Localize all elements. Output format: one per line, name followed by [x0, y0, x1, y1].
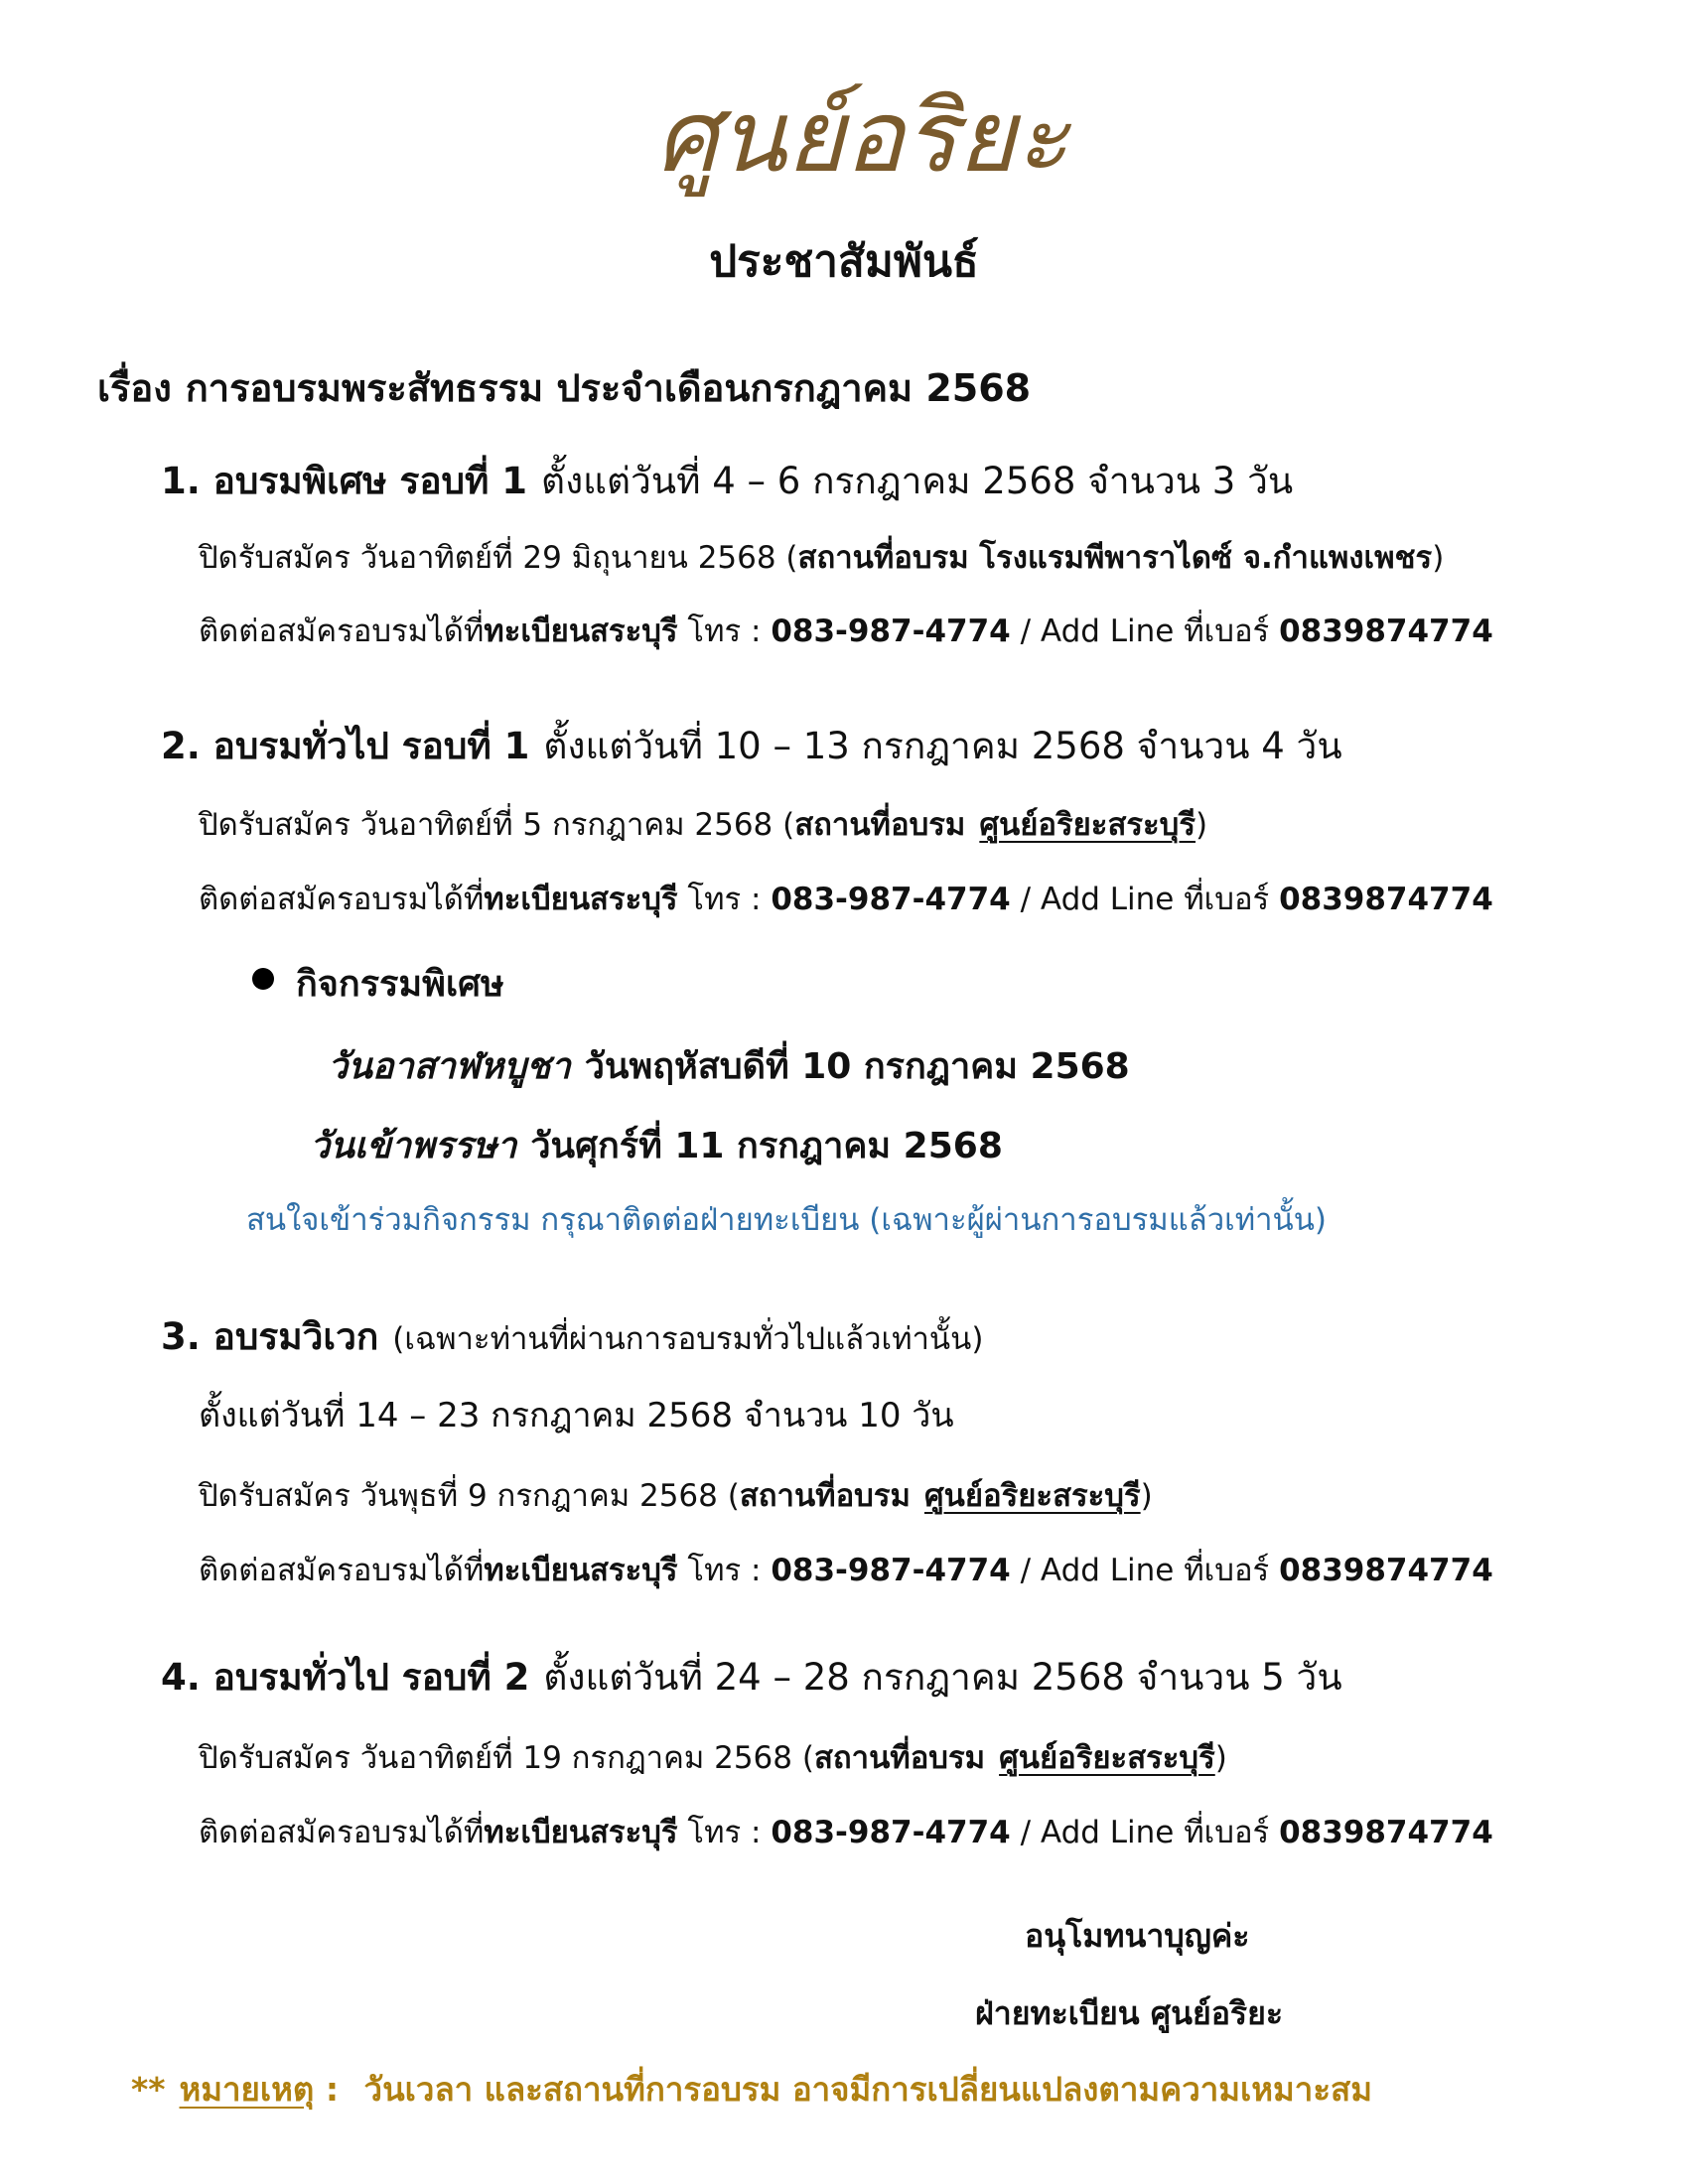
venue-label: สถานที่อบรม	[813, 1740, 986, 1776]
section-heading: 3. อบรมวิเวก	[161, 1315, 379, 1358]
subject-label: เรื่อง	[97, 366, 172, 410]
contact-line-label: / Add Line ที่เบอร์	[1010, 614, 1280, 649]
venue-name: ศูนย์อริยะสระบุรี	[999, 1740, 1215, 1776]
contact-tel-label: โทร :	[677, 1553, 772, 1588]
contact-prefix: ติดต่อสมัครอบรมได้ที่	[199, 1553, 485, 1588]
section-2-contact-line	[199, 874, 1493, 923]
contact-line-id: 0839874774	[1279, 614, 1493, 649]
venue-label: สถานที่อบรม	[794, 807, 966, 843]
special-event-1	[328, 1037, 1130, 1094]
section-3-close-line	[199, 1470, 1153, 1520]
contact-line-id: 0839874774	[1279, 1553, 1493, 1588]
special-event-2	[310, 1117, 1003, 1173]
contact-phone: 083-987-4774	[771, 1553, 1011, 1588]
venue-name: ศูนย์อริยะสระบุรี	[979, 807, 1196, 843]
section-heading: 4. อบรมทั่วไป รอบที่ 2	[161, 1656, 530, 1699]
subject-text: การอบรมพระสัทธรรม ประจำเดือนกรกฎาคม 2568	[185, 366, 1032, 410]
section-4-contact-line	[199, 1807, 1493, 1856]
section-heading-note: (เฉพาะท่านที่ผ่านการอบรมทั่วไปแล้วเท่านั้น)	[392, 1321, 984, 1357]
footnote	[131, 2063, 1372, 2116]
contact-tel-label: โทร :	[677, 1815, 772, 1850]
contact-prefix: ติดต่อสมัครอบรมได้ที่	[199, 882, 485, 917]
contact-phone: 083-987-4774	[771, 1815, 1011, 1850]
close-end: )	[1214, 1740, 1227, 1776]
contact-tel-label: โทร :	[677, 614, 772, 649]
close-end: )	[1140, 1478, 1153, 1514]
section-2-heading-line	[161, 717, 1342, 775]
contact-place: ทะเบียนสระบุรี	[484, 614, 678, 649]
section-1-contact-line	[199, 606, 1493, 655]
contact-prefix: ติดต่อสมัครอบรมได้ที่	[199, 1815, 485, 1850]
close-label: ปิดรับสมัคร วันอาทิตย์ที่ 5 กรกฎาคม 2568 (	[199, 807, 795, 843]
subject-line	[97, 357, 1031, 418]
contact-line-id: 0839874774	[1279, 882, 1493, 917]
section-dates: ตั้งแต่วันที่ 4 – 6 กรกฎาคม 2568 จำนวน 3 วัน	[541, 460, 1294, 502]
footnote-text: วันเวลา และสถานที่การอบรม อาจมีการเปลี่ยนแปลงตามความเหมาะสม	[363, 2070, 1372, 2109]
section-4-close-line	[199, 1732, 1227, 1782]
footnote-label: หมายเหตุ	[179, 2070, 315, 2109]
contact-phone: 083-987-4774	[771, 882, 1011, 917]
event-name: วันอาสาฬหบูชา	[328, 1046, 571, 1087]
contact-line-label: / Add Line ที่เบอร์	[1010, 1553, 1280, 1588]
event-date: วันศุกร์ที่ 11 กรกฎาคม 2568	[530, 1126, 1003, 1166]
contact-place: ทะเบียนสระบุรี	[484, 882, 678, 917]
footnote-stars: **	[131, 2070, 166, 2109]
bullet-icon	[252, 968, 274, 990]
section-1-heading-line	[161, 452, 1293, 510]
event-date: วันพฤหัสบดีที่ 10 กรกฎาคม 2568	[584, 1046, 1130, 1087]
closing-signature: ฝ่ายทะเบียน ศูนย์อริยะ	[975, 1994, 1284, 2032]
section-2-close-line	[199, 799, 1207, 849]
section-1-close-line	[199, 532, 1444, 582]
venue-name: ศูนย์อริยะสระบุรี	[923, 1478, 1141, 1514]
contact-tel-label: โทร :	[677, 882, 772, 917]
page-title: ประชาสัมพันธ์	[709, 236, 979, 287]
contact-prefix: ติดต่อสมัครอบรมได้ที่	[199, 614, 485, 649]
section-dates: ตั้งแต่วันที่ 24 – 28 กรกฎาคม 2568 จำนวน 5 วัน	[543, 1656, 1342, 1699]
contact-line-id: 0839874774	[1279, 1815, 1493, 1850]
contact-place: ทะเบียนสระบุรี	[484, 1815, 678, 1850]
special-notice: สนใจเข้าร่วมกิจกรรม กรุณาติดต่อฝ่ายทะเบียน (เฉพาะผู้ผ่านการอบรมแล้วเท่านั้น)	[246, 1202, 1328, 1238]
close-label: ปิดรับสมัคร วันพุธที่ 9 กรกฎาคม 2568 (	[199, 1478, 740, 1514]
close-label: ปิดรับสมัคร วันอาทิตย์ที่ 19 กรกฎาคม 2568 (	[199, 1740, 814, 1776]
logo-text: ศูนย์อริยะ	[655, 78, 1069, 195]
section-dates: ตั้งแต่วันที่ 10 – 13 กรกฎาคม 2568 จำนวน 4 วัน	[543, 725, 1342, 767]
event-name: วันเข้าพรรษา	[310, 1126, 517, 1166]
close-end: )	[1432, 540, 1445, 576]
close-label: ปิดรับสมัคร วันอาทิตย์ที่ 29 มิถุนายน 2568 (	[199, 540, 798, 576]
contact-place: ทะเบียนสระบุรี	[484, 1553, 678, 1588]
venue-label: สถานที่อบรม โรงแรมพีพาราไดซ์ จ.กำแพงเพชร	[797, 540, 1433, 576]
section-3-dates: ตั้งแต่วันที่ 14 – 23 กรกฎาคม 2568 จำนวน 10 วัน	[199, 1396, 954, 1435]
contact-line-label: / Add Line ที่เบอร์	[1010, 882, 1280, 917]
contact-phone: 083-987-4774	[771, 614, 1011, 649]
logo	[645, 60, 1112, 208]
section-3-heading-line	[161, 1307, 983, 1366]
venue-label: สถานที่อบรม	[739, 1478, 911, 1514]
section-4-heading-line	[161, 1648, 1342, 1706]
closing-thanks: อนุโมทนาบุญค่ะ	[1025, 1917, 1250, 1955]
close-end: )	[1196, 807, 1208, 843]
special-title: กิจกรรมพิเศษ	[296, 964, 504, 1005]
footnote-sep: :	[314, 2070, 351, 2109]
section-3-contact-line	[199, 1545, 1493, 1594]
section-heading: 1. อบรมพิเศษ รอบที่ 1	[161, 460, 528, 502]
section-heading: 2. อบรมทั่วไป รอบที่ 1	[161, 725, 530, 767]
contact-line-label: / Add Line ที่เบอร์	[1010, 1815, 1280, 1850]
